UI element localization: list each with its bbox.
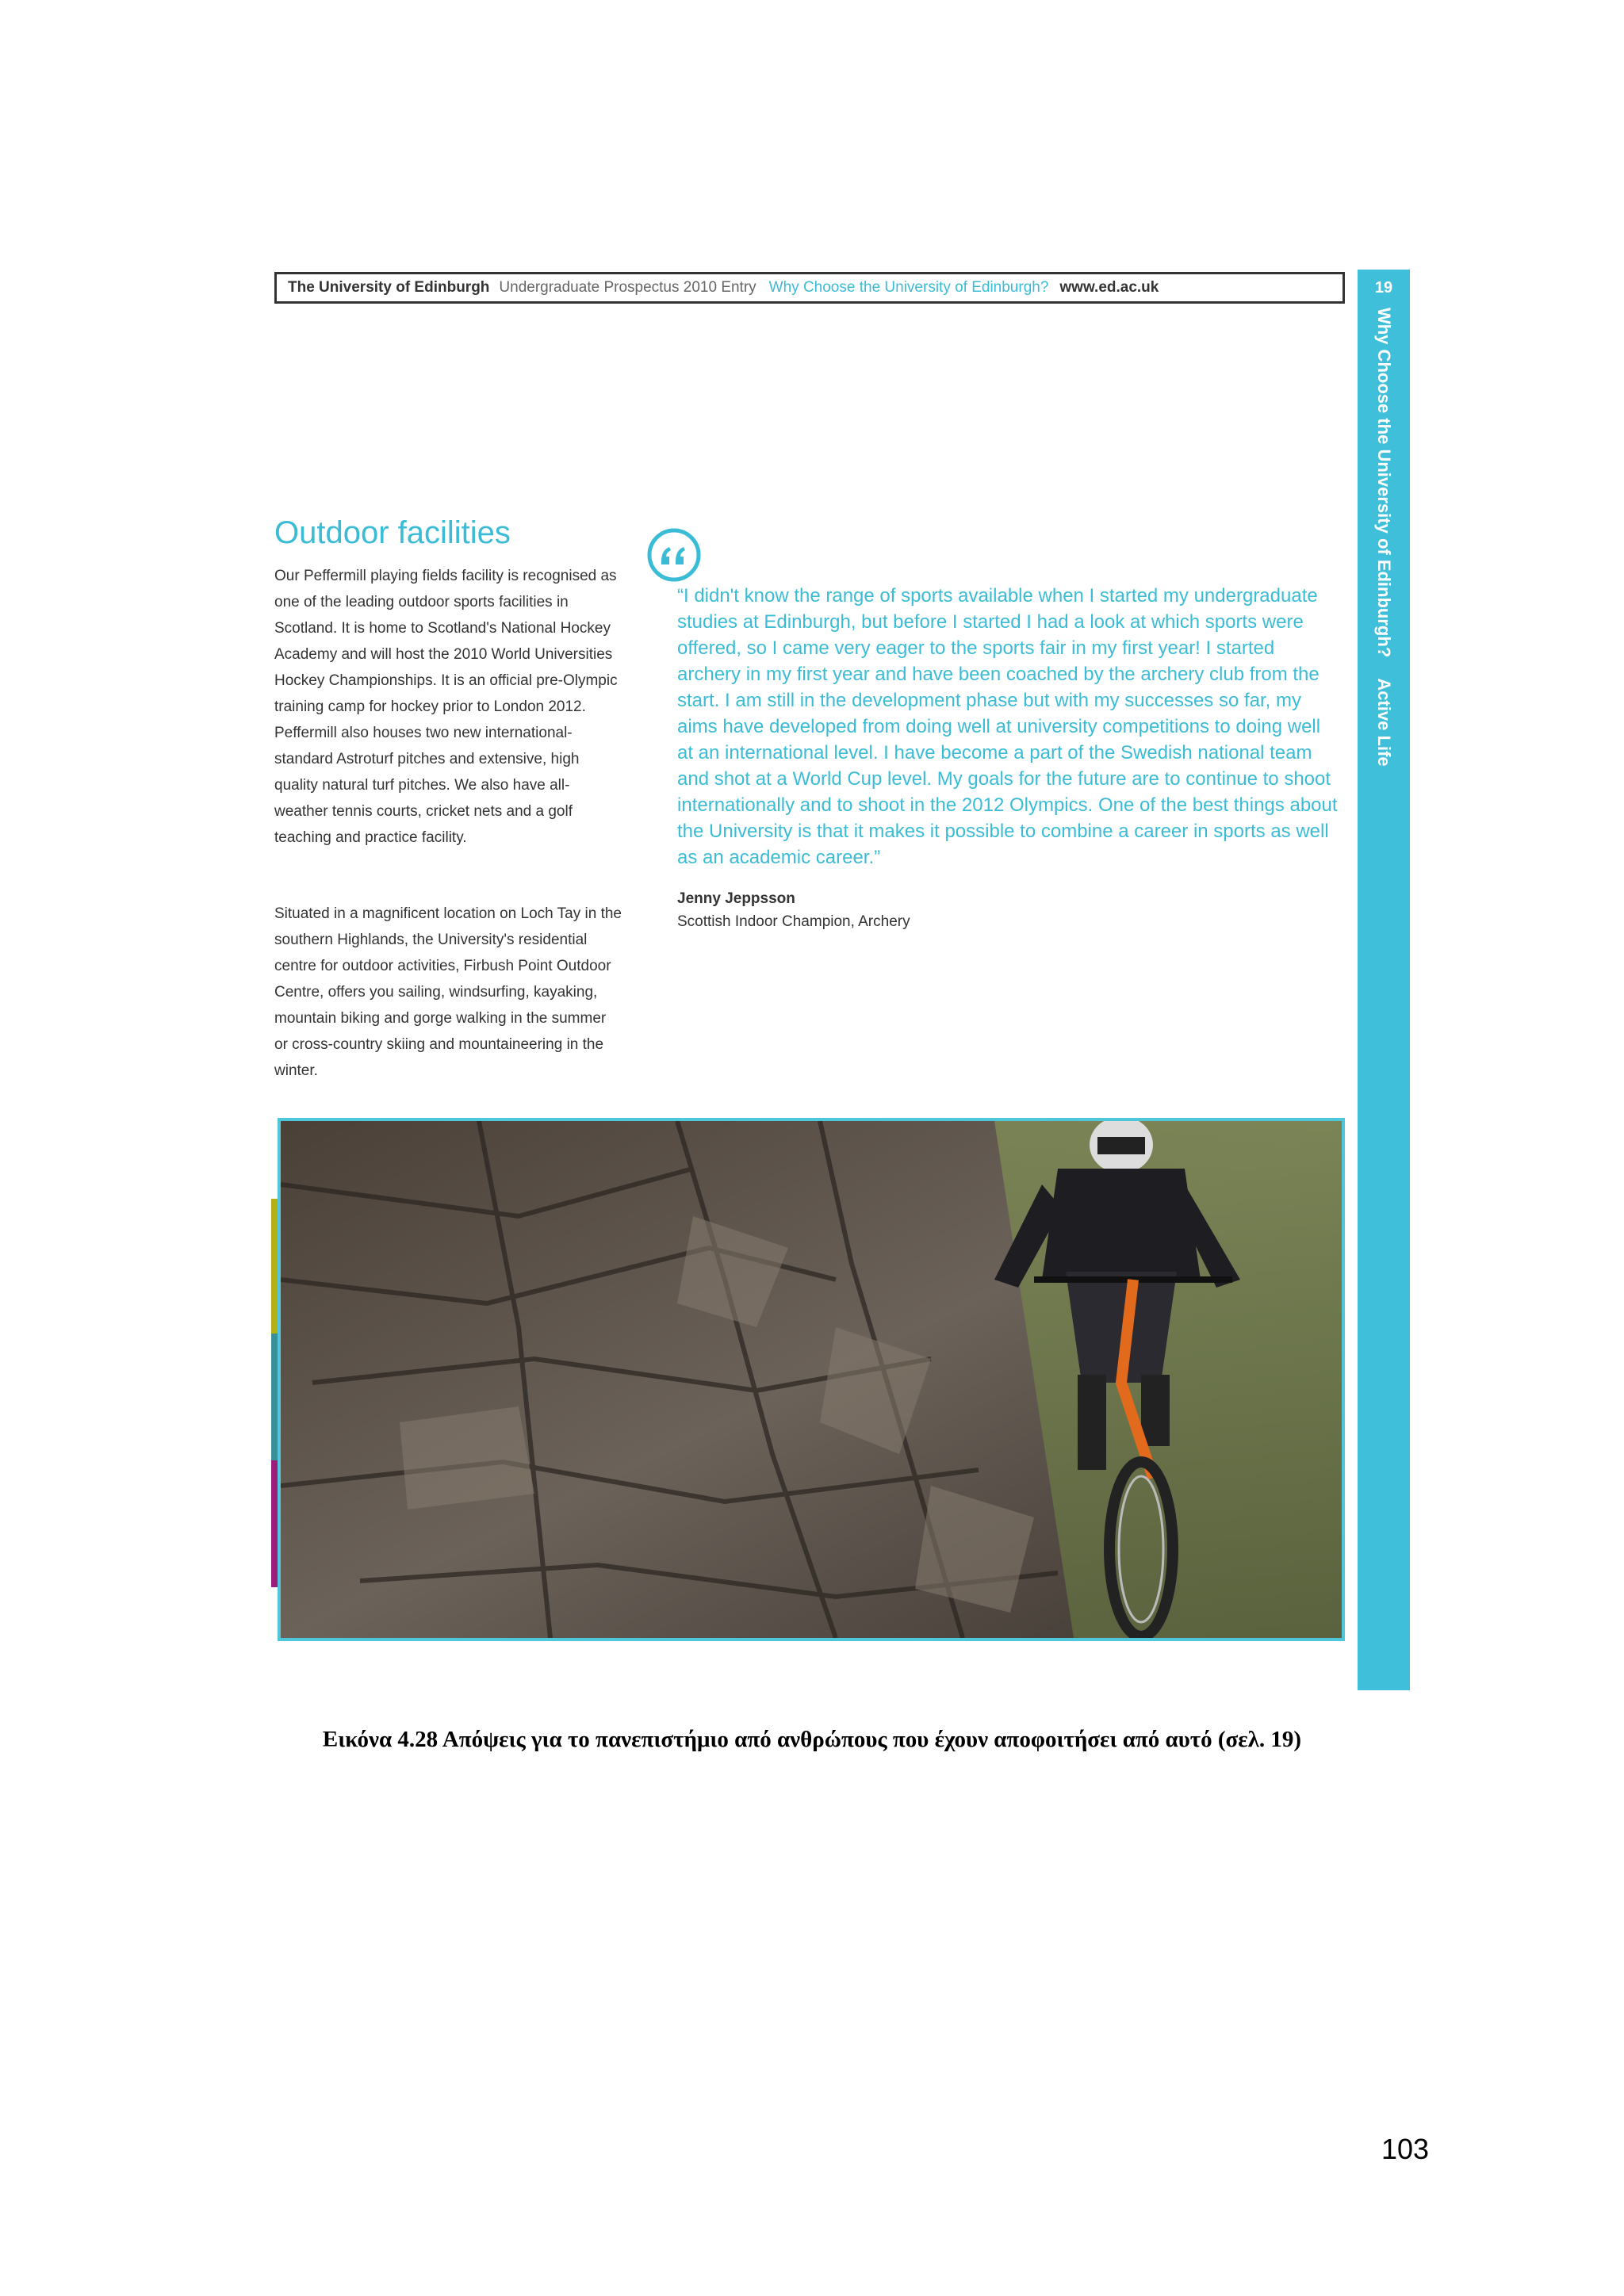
sidebar-vertical-title — [1373, 308, 1394, 767]
header-university: The University of Edinburgh — [288, 279, 490, 296]
header-section: Why Choose the University of Edinburgh? — [768, 279, 1049, 296]
testimonial-author-role: Scottish Indoor Champion, Archery — [677, 913, 910, 930]
quote-marks-icon — [645, 526, 703, 584]
figure-caption: Εικόνα 4.28 Απόψεις για το πανεπιστήμιο από ανθρώπους που έχουν αποφοιτήσει από αυτό (σελ. 19) — [322, 1727, 1302, 1752]
sidebar-subsection: Active Life — [1374, 678, 1394, 767]
article-paragraph-1: Our Peffermill playing fields facility is recognised as one of the leading outdoor sports facilities in Scotland. It is home to Scotland's National Hockey Academy and will host the 2010 World Universities Hockey Championships. It is an official pre-Olympic training camp for hockey prior to London 2012. Peffermill also houses two new international-standard Astroturf pitches and extensive, high quality natural turf pitches. We also have all-weather tennis courts, cricket nets and a golf teaching and practice facility. — [274, 568, 618, 846]
testimonial-author: Jenny Jeppsson — [677, 890, 795, 907]
header-url: www.ed.ac.uk — [1059, 279, 1159, 296]
article-title: Outdoor facilities — [274, 515, 511, 550]
section-sidebar — [1358, 270, 1410, 1690]
prospectus-page-number: 19 — [1374, 279, 1393, 297]
page-number: 103 — [1381, 2133, 1430, 2165]
header-prospectus: Undergraduate Prospectus 2010 Entry — [499, 279, 756, 296]
mountain-biker-photo — [278, 1118, 1345, 1641]
sidebar-section-title: Why Choose the University of Edinburgh? — [1374, 308, 1394, 658]
testimonial-quote: “I didn't know the range of sports available when I started my undergraduate studies at Edinburgh, but before I started I had a look at which sports were offered, so I came very eager to the sports fair in my first year! I started archery in my first year and have been coached by the archery club from the start. I am still in the development phase but with my successes so far, my aims have developed from doing well at university competitions to doing well at an international level. I have become a part of the Swedish national team and shot at a World Cup level. My goals for the future are to continue to shoot internationally and to shoot in the 2012 Olympics. One of the best things about the University is that it makes it possible to combine a career in sports as well as an academic career.” — [677, 585, 1338, 868]
article-paragraph-2: Situated in a magnificent location on Loch Tay in the southern Highlands, the University's residential centre for outdoor activities, Firbush Point Outdoor Centre, offers you sailing, windsurfing, kayaking, mountain biking and gorge walking in the summer or cross-country skiing and mountaineering in the winter. — [274, 905, 622, 1079]
prospectus-header — [274, 272, 1345, 304]
